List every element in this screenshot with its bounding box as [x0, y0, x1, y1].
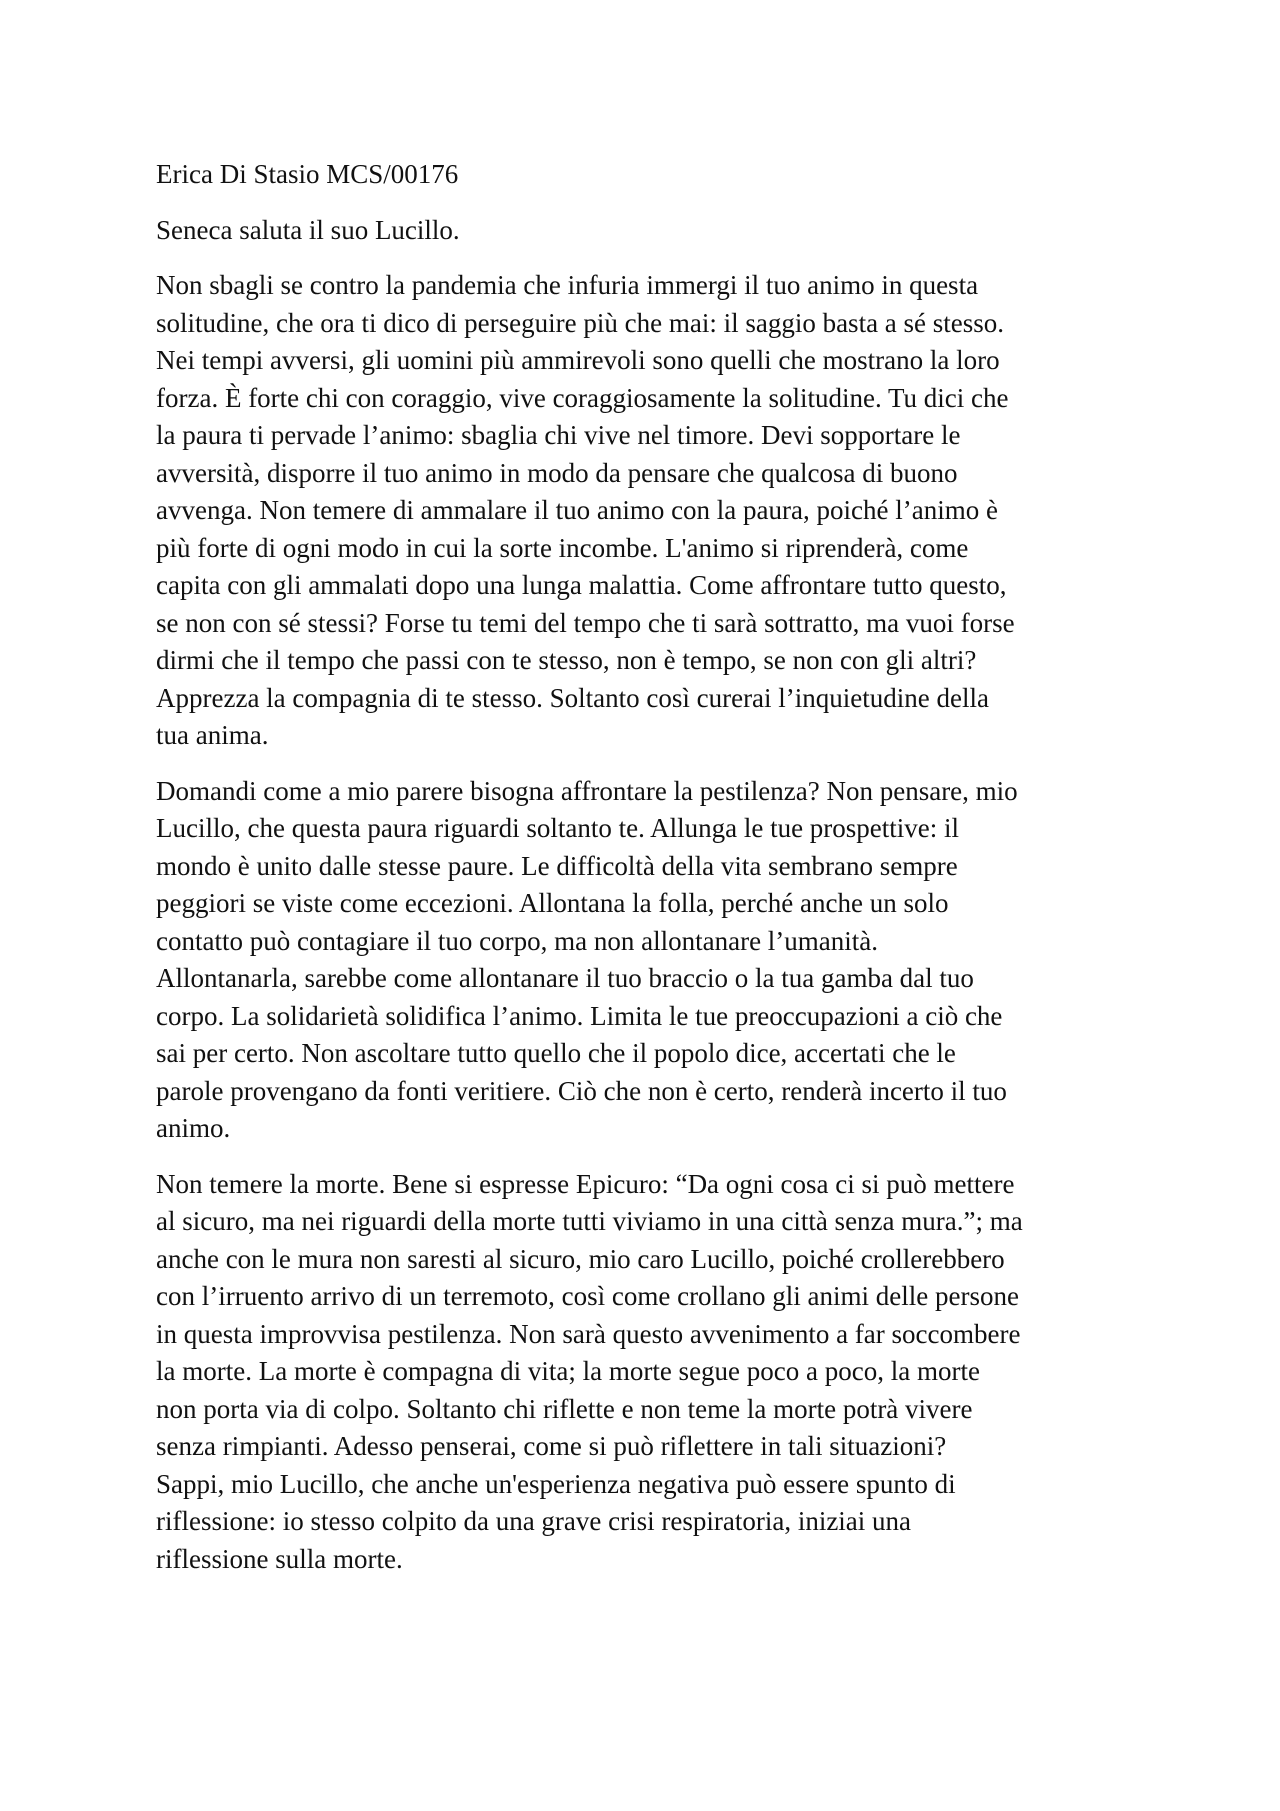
paragraph-line: riflessione sulla morte.	[156, 1543, 403, 1574]
paragraph-line: Non sbagli se contro la pandemia che infuria immergi il tuo animo in questa	[156, 270, 979, 300]
paragraph-line: Non temere la morte. Bene si espresse Epicuro: “Da ogni cosa ci si può mettere	[156, 1168, 1015, 1199]
paragraph-line: corpo. La solidarietà solidifica l’animo. Limita le tue preoccupazioni a ciò che	[156, 1000, 1003, 1031]
paragraph-2	[156, 773, 1146, 1148]
salutation-text: Seneca saluta il suo Lucillo.	[156, 214, 460, 245]
paragraph-line: contatto può contagiare il tuo corpo, ma non allontanare l’umanità.	[156, 925, 879, 956]
author-line	[156, 156, 1146, 194]
paragraph-1	[156, 267, 1146, 755]
author-line-text: Erica Di Stasio MCS/00176	[156, 159, 459, 189]
paragraph-line: mondo è unito dalle stesse paure. Le difficoltà della vita sembrano sempre	[156, 850, 958, 881]
paragraph-line: Domandi come a mio parere bisogna affrontare la pestilenza? Non pensare, mio	[156, 775, 1018, 806]
paragraph-line: in questa improvvisa pestilenza. Non sarà questo avvenimento a far soccombere	[156, 1318, 1021, 1349]
paragraph-line: forza. È forte chi con coraggio, vive coraggiosamente la solitudine. Tu dici che	[156, 382, 1009, 413]
paragraph-line: anche con le mura non saresti al sicuro, mio caro Lucillo, poiché crollerebbero	[156, 1243, 1005, 1274]
paragraph-line: animo.	[156, 1113, 231, 1143]
paragraph-line: Apprezza la compagnia di te stesso. Soltanto così curerai l’inquietudine della	[156, 682, 989, 713]
paragraph-line: al sicuro, ma nei riguardi della morte tutti viviamo in una città senza mura.”; ma	[156, 1206, 1023, 1236]
paragraph-line: capita con gli ammalati dopo una lunga malattia. Come affrontare tutto questo,	[156, 570, 1007, 600]
paragraph-line: sai per certo. Non ascoltare tutto quello che il popolo dice, accertati che le	[156, 1038, 956, 1068]
paragraph-line: solitudine, che ora ti dico di perseguire più che mai: il saggio basta a sé stesso.	[156, 307, 1005, 338]
paragraph-line: con l’irruento arrivo di un terremoto, così come crollano gli animi delle persone	[156, 1281, 1019, 1311]
paragraph-line: Nei tempi avversi, gli uomini più ammirevoli sono quelli che mostrano la loro	[156, 345, 1000, 375]
paragraph-line: avversità, disporre il tuo animo in modo da pensare che qualcosa di buono	[156, 457, 958, 488]
paragraph-line: più forte di ogni modo in cui la sorte incombe. L'animo si riprenderà, come	[156, 532, 969, 563]
paragraph-line: non porta via di colpo. Soltanto chi riflette e non teme la morte potrà vivere	[156, 1393, 973, 1424]
document-body	[156, 156, 1146, 1596]
paragraph-line: Lucillo, che questa paura riguardi soltanto te. Allunga le tue prospettive: il	[156, 813, 960, 843]
paragraph-line: Sappi, mio Lucillo, che anche un'esperienza negativa può essere spunto di	[156, 1468, 956, 1499]
paragraph-line: la paura ti pervade l’animo: sbaglia chi vive nel timore. Devi sopportare le	[156, 420, 961, 450]
paragraph-line: parole provengano da fonti veritiere. Ciò che non è certo, renderà incerto il tuo	[156, 1075, 1007, 1106]
salutation	[156, 212, 1146, 250]
paragraph-line: senza rimpianti. Adesso penserai, come si può riflettere in tali situazioni?	[156, 1431, 947, 1461]
paragraph-line: tua anima.	[156, 720, 269, 750]
paragraph-line: la morte. La morte è compagna di vita; la morte segue poco a poco, la morte	[156, 1356, 980, 1386]
paragraph-line: Allontanarla, sarebbe come allontanare il tuo braccio o la tua gamba dal tuo	[156, 963, 974, 993]
paragraph-line: avvenga. Non temere di ammalare il tuo animo con la paura, poiché l’animo è	[156, 495, 998, 525]
paragraph-line: peggiori se viste come eccezioni. Allontana la folla, perché anche un solo	[156, 888, 949, 918]
paragraph-line: se non con sé stessi? Forse tu temi del tempo che ti sarà sottratto, ma vuoi forse	[156, 607, 1015, 638]
paragraph-line: dirmi che il tempo che passi con te stesso, non è tempo, se non con gli altri?	[156, 645, 977, 675]
paragraph-3	[156, 1166, 1146, 1579]
paragraph-line: riflessione: io stesso colpito da una grave crisi respiratoria, iniziai una	[156, 1506, 912, 1536]
